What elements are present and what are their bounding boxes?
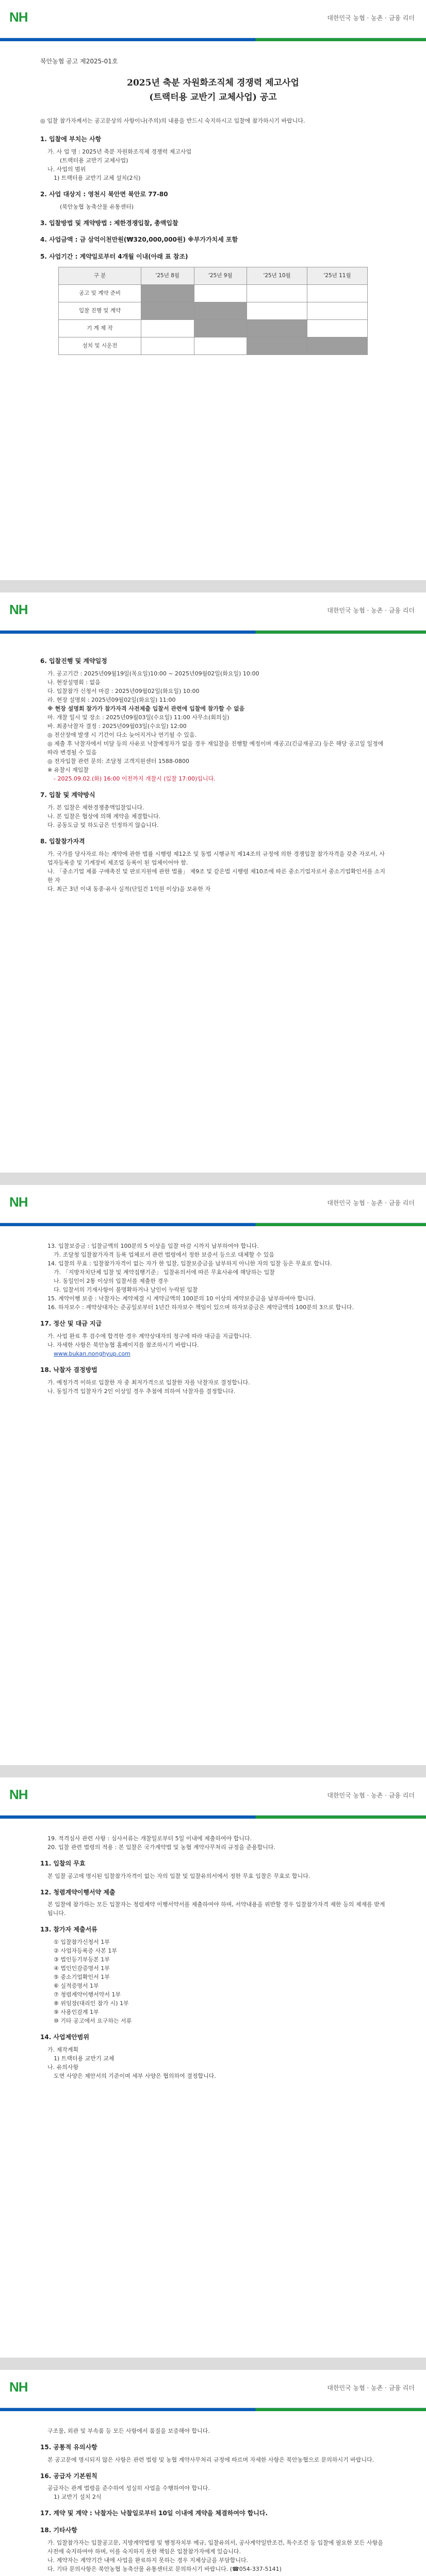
- text-line: 마. 개찰 일시 및 장소 : 2025년09월03일(수요일) 11:00 사무소(회의실): [47, 714, 230, 721]
- header-slogan: 대한민국 농협 · 농촌 · 금융 리더: [327, 2384, 415, 2392]
- page-header: [0, 0, 426, 38]
- section-15: 15. 공통적 유의사항: [40, 2444, 97, 2451]
- table-header: '25년 9월: [194, 267, 247, 284]
- page-header: [0, 592, 426, 631]
- row-label: 설치 및 시운전: [59, 337, 141, 354]
- list-item: ③ 법인등기부등본 1부: [54, 1956, 110, 1963]
- list-item: ⑤ 중소기업확인서 1부: [54, 1974, 110, 1981]
- list-item: ⑩ 기타 공고에서 요구하는 서류: [54, 2018, 132, 2025]
- row-label: 기 계 제 작: [59, 319, 141, 337]
- text-line: 나. 자세한 사항은 북안농협 홈페이지를 참조하시기 바랍니다.: [47, 1342, 199, 1349]
- nh-logo: NH: [9, 2379, 28, 2395]
- document-page-1: [0, 0, 426, 580]
- table-header: '25년 8월: [141, 267, 194, 284]
- section-17: 17. 계약 및 계약 : 낙찰자는 낙찰일로부터 10일 이내에 계약을 체결하여야 합니다.: [40, 2510, 268, 2517]
- section-2: 2. 사업 대상지 : 영천시 북안면 북안로 77-80: [40, 191, 168, 198]
- text-line: 15. 계약이행 보증 : 낙찰자는 계약체결 시 계약금액의 100분의 10 이상의 계약보증금을 납부하여야 합니다.: [47, 1295, 316, 1302]
- page-header: [0, 2370, 426, 2408]
- text-line: 가. 본 입찰은 제한경쟁총액입찰입니다.: [47, 804, 144, 811]
- schedule-bar: [307, 337, 368, 354]
- section-3: 3. 입찰방법 및 계약방법 : 제한경쟁입찰, 총액입찰: [40, 219, 178, 227]
- text-line: 다. 입찰서의 기재사항이 불명확하거나 날인이 누락된 입찰: [54, 1286, 198, 1294]
- table-header: '25년 11월: [307, 267, 368, 284]
- text-line: 본 입찰 공고에 명시된 입찰참가자격이 없는 자의 입찰 및 입찰유의서에서 정한 무효 입찰은 무효로 합니다.: [47, 1872, 310, 1879]
- text-line: ◎ 제출 후 낙찰자에서 미달 등의 사유로 낙찰예정자가 없을 경우 재입찰을 진행할 예정이며 재공고(긴급재공고) 등은 해당 공고일 일정에 따라 변경될 수 있음: [47, 740, 384, 756]
- document-page-3: [0, 1185, 426, 1765]
- header-slogan: 대한민국 농협 · 농촌 · 금융 리더: [327, 1792, 415, 1799]
- text-line: 바. 최종낙찰자 결정 : 2025년09월03일(수요일) 12:00: [47, 722, 187, 730]
- list-item: ⑦ 청렴계약이행서약서 1부: [54, 1991, 121, 1998]
- text-line: 도면 사양은 제안서의 기준이며 세부 사양은 협의하여 결정합니다.: [54, 2073, 216, 2080]
- header-slogan: 대한민국 농협 · 농촌 · 금융 리더: [327, 14, 415, 22]
- text-line: 16. 하자보수 : 계약상대자는 준공일로부터 1년간 하자보수 책임이 있으며 하자보증금은 계약금액의 100분의 3으로 합니다.: [47, 1304, 354, 1311]
- text-line: 14. 입찰의 무효 : 입찰참가자격이 없는 자가 한 입찰, 입찰보증금을 납부하지 아니한 자의 입찰 등은 무효로 합니다.: [47, 1260, 332, 1267]
- text-line: 가. 공고기간 : 2025년09월19일(목요일)10:00 ~ 2025년09월02일(화요일) 10:00: [47, 670, 259, 677]
- text-line: 나. 계약자는 계약기간 내에 사업을 완료하지 못하는 경우 지체상금을 부담합니다.: [47, 2556, 249, 2564]
- schedule-bar: [194, 302, 247, 319]
- text-line: 본 공고문에 명시되지 않은 사항은 관련 법령 및 농협 계약사무처리 규정에 따르며 자세한 사항은 북안농협으로 문의하시기 바랍니다.: [47, 2456, 374, 2463]
- text-line: 다. 공동도급 및 하도급은 인정하지 않습니다.: [47, 821, 159, 828]
- text-line: ※ 현장 설명회 참가가 참가자격 사전제출 입찰서 관련에 입찰에 참가할 수 없음: [47, 705, 245, 712]
- text-line: 20. 입찰 관련 법령의 적용 : 본 입찰은 국가계약법 및 농협 계약사무처리 규정을 준용합니다.: [47, 1844, 276, 1851]
- text-line: 다. 최근 3년 이내 동종·유사 실적(단일건 1억원 이상)을 보유한 자: [47, 885, 211, 892]
- text-line: 나. 동일가격 입찰자가 2인 이상일 경우 추첨에 의하여 낙찰자를 결정합니다.: [47, 1387, 236, 1395]
- text-line: 나. 사업의 범위: [47, 166, 86, 173]
- text-line: 가. 국가를 당사자로 하는 계약에 관한 법률 시행령 제12조 및 동법 시행규칙 제14조의 규정에 의한 경쟁입찰 참가자격을 갖춘 자로서, 사업자등록증 및 기계장비 제조업 등록이 된 업체이어야 함.: [47, 850, 385, 866]
- page-title: 2025년 축분 자원화조직체 경쟁력 제고사업 (트랙터용 교반기 교체사업) 공고: [127, 77, 299, 103]
- text-line: 가. 「지방자치단체 입찰 및 계약집행기준」 입찰유의서에 따른 무효사유에 해당하는 입찰: [54, 1269, 275, 1276]
- table-header: 구 분: [59, 267, 141, 284]
- text-line: 다. 기타 문의사항은 북안농협 농축산물 유통센터로 문의하시기 바랍니다. (☎054-337-5141): [47, 2565, 282, 2572]
- document-page-5: [0, 2370, 426, 2576]
- text-line: 가. 사 업 명 : 2025년 축분 자원화조직체 경쟁력 제고사업: [47, 148, 192, 156]
- notice-number: 북안농협 공고 제2025-01호: [40, 58, 118, 65]
- row-label: 공고 및 계약 준비: [59, 284, 141, 302]
- list-item: ⑥ 실적증명서 1부: [54, 1982, 99, 1990]
- header-slogan: 대한민국 농협 · 농촌 · 금융 리더: [327, 607, 415, 614]
- section-13: 13. 참가자 제출서류: [40, 1926, 97, 1934]
- text-line: 1) 트랙터용 교반기 교체 설치(2식): [54, 175, 141, 182]
- nh-logo: NH: [9, 602, 28, 617]
- table-row: [59, 302, 368, 319]
- section-14: 14. 사업제안범위: [40, 2033, 89, 2041]
- text-line: 가. 제작계획: [47, 2046, 79, 2054]
- homepage-link[interactable]: www.bukan.nonghyup.com: [54, 1350, 130, 1358]
- text-line: 나. 현장설명회 : 없음: [47, 679, 101, 686]
- schedule-table: [58, 267, 368, 355]
- table-header: '25년 10월: [247, 267, 307, 284]
- text-line: 가. 입찰참가자는 입찰공고문, 지방계약법령 및 행정자치부 예규, 입찰유의서, 공사계약일반조건, 특수조건 등 입찰에 필요한 모든 사항을 사전에 숙지하여야 하며, 이를 숙지하지 못한 책임은 입찰참가자에게 있습니다.: [47, 2539, 383, 2555]
- nh-logo: NH: [9, 9, 28, 25]
- text-line: 라. 현장 설명회 : 2025년09월02일(화요일) 11:00: [47, 696, 176, 703]
- section-8: 8. 입찰참가자격: [40, 837, 85, 845]
- schedule-bar: [247, 337, 307, 354]
- text-line: 나. 유의사항: [47, 2064, 79, 2071]
- list-item: ⑨ 사용인감계 1부: [54, 2009, 99, 2016]
- schedule-bar: [141, 284, 194, 302]
- section-heading: 18. 낙찰자 결정방법: [40, 1366, 97, 1374]
- section-12: 12. 청렴계약이행서약 제출: [40, 1888, 116, 1896]
- table-row: [59, 284, 368, 302]
- text-line: 가. 사업 완료 후 검수에 합격한 경우 계약상대자의 청구에 따라 대금을 지급합니다.: [47, 1332, 252, 1340]
- document-page-4: [0, 1777, 426, 2358]
- section-18: 18. 기타사항: [40, 2526, 77, 2534]
- text-line: 가. 예정가격 이하로 입찰한 자 중 최저가격으로 입찰한 자를 낙찰자로 결정합니다.: [47, 1379, 250, 1386]
- text-line: (북안농협 농축산물 유통센터): [60, 203, 134, 210]
- section-6: 6. 입찰진행 및 계약일정: [40, 657, 107, 665]
- schedule-bar: [194, 319, 247, 337]
- text-line: 가. 조달청 입찰참가자격 등록 업체로서 관련 법령에서 정한 보증서 등으로 대체할 수 있음: [54, 1251, 274, 1259]
- text-line: - 2025.09.02.(화) 16:00 이전까지 개찰시 (입찰 17:00)입니다.: [54, 775, 216, 783]
- section-11: 11. 입찰의 무효: [40, 1860, 86, 1868]
- text-line: 나. 동일인이 2통 이상의 입찰서를 제출한 경우: [54, 1278, 169, 1285]
- text-line: 본 입찰에 참가하는 모든 입찰자는 청렴계약 이행서약서를 제출하여야 하며, 서약내용을 위반할 경우 입찰참가자격 제한 등의 제재를 받게 됩니다.: [47, 1901, 385, 1917]
- text-line: (트랙터용 교반기 교체사업): [60, 157, 128, 164]
- list-item: ① 입찰참가신청서 1부: [54, 1939, 110, 1946]
- text-line: 나. 「중소기업 제품 구매촉진 및 판로지원에 관한 법률」 제9조 및 같은법 시행령 제10조에 따른 중소기업자로서 중소기업확인서를 소지한 자: [47, 868, 385, 884]
- list-item: ⑧ 위임장(대리인 참가 시) 1부: [54, 2000, 129, 2007]
- section-4: 4. 사업금액 : 금 삼억이천만원(₩320,000,000원) ※부가가치세 포함: [40, 236, 238, 244]
- text-line: 다. 입찰참가 신청서 마감 : 2025년09월02일(화요일) 10:00: [47, 687, 200, 694]
- schedule-bar: [247, 319, 307, 337]
- section-heading: 17. 정산 및 대금 지급: [40, 1320, 102, 1328]
- table-row: [59, 319, 368, 337]
- document-page-2: [0, 592, 426, 1173]
- text-line: ◎ 전산장애 발생 시 기간이 다소 늦어지거나 연기될 수 있음.: [47, 731, 196, 738]
- nh-logo: NH: [9, 1194, 28, 1210]
- text-line: 나. 본 입찰은 협상에 의해 계약을 체결합니다.: [47, 812, 161, 820]
- text-line: 19. 적격심사 관련 사항 : 심사서류는 개찰일로부터 5일 이내에 제출하여야 합니다.: [47, 1835, 252, 1842]
- text-line: 13. 입찰보증금 : 입찰금액의 100분의 5 이상을 입찰 마감 시까지 납부하여야 합니다.: [47, 1243, 259, 1249]
- list-item: ④ 법인인감증명서 1부: [54, 1965, 110, 1972]
- section-16: 16. 공급자 기본원칙: [40, 2472, 97, 2480]
- header-slogan: 대한민국 농협 · 농촌 · 금융 리더: [327, 1199, 415, 1207]
- text-line: 1) 트랙터용 교반기 교체: [54, 2055, 114, 2062]
- text-line: 구조물, 외관 및 부속품 등 모든 사항에서 품질을 보증해야 합니다.: [47, 2428, 210, 2434]
- section-7: 7. 입찰 및 계약방식: [40, 791, 95, 799]
- list-item: ② 사업자등록증 사본 1부: [54, 1947, 117, 1955]
- schedule-bar: [141, 302, 194, 319]
- text-line: 1) 교반기 설치 2식: [54, 2494, 102, 2501]
- intro-text: ◎ 입찰 참가자께서는 공고문상의 사항이나(주의)의 내용을 반드시 숙지하시고 입찰에 참가하시기 바랍니다.: [40, 117, 305, 125]
- page-header: [0, 1777, 426, 1816]
- nh-logo: NH: [9, 1787, 28, 1802]
- text-line: ※ 유찰시 재입찰: [47, 767, 89, 774]
- page-header: [0, 1185, 426, 1223]
- section-1: 1. 입찰에 부치는 사항: [40, 135, 102, 143]
- text-line: ◎ 전자입찰 관련 문의: 조달청 고객지원센터 1588-0800: [47, 758, 189, 765]
- section-5: 5. 사업기간 : 계약일로부터 4개월 이내(아래 표 참조): [40, 253, 188, 261]
- text-line: 공급자는 관계 법령을 준수하여 성실히 사업을 수행하여야 합니다.: [47, 2485, 210, 2492]
- table-row: [59, 337, 368, 354]
- row-label: 입찰 진행 및 계약: [59, 302, 141, 319]
